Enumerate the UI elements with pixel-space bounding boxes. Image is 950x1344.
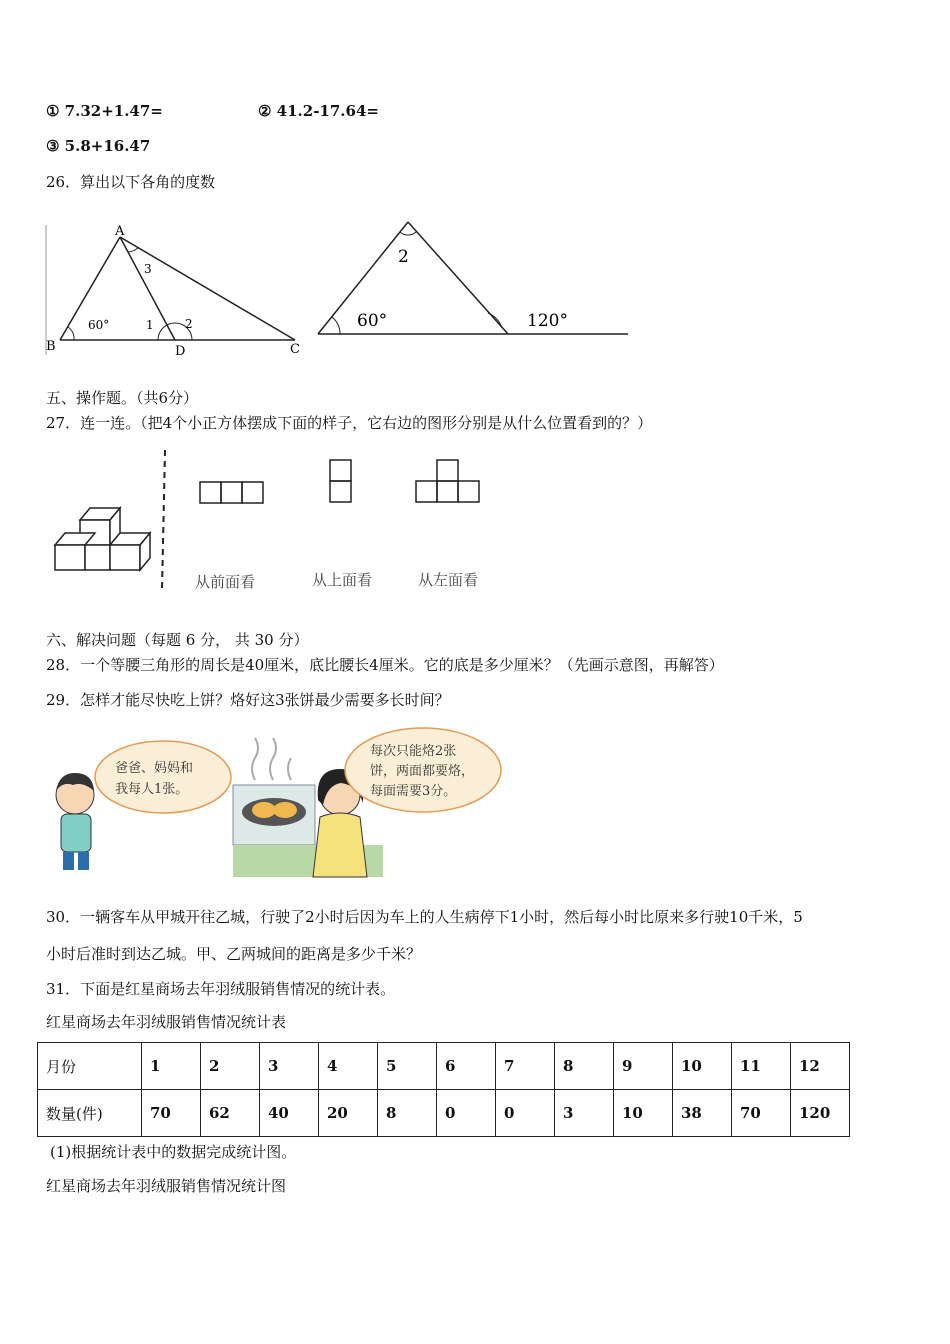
bubble-right-line2: 饼，两面都要烙，	[370, 764, 475, 779]
angle-2-label: 2	[185, 317, 193, 331]
bubble-left-line1: 爸爸、妈妈和	[115, 761, 194, 776]
quantity-cell: 40	[260, 1090, 319, 1137]
boy-figure	[56, 773, 94, 870]
sales-table	[37, 1042, 850, 1137]
section6-title: 六、解决问题（每题 6 分， 共 30 分）	[46, 631, 309, 649]
month-cell: 12	[791, 1043, 850, 1090]
table-row-quantities	[38, 1090, 850, 1137]
row-header-quantity: 数量(件)	[38, 1090, 142, 1137]
month-cell: 11	[732, 1043, 791, 1090]
angle-1-label: 1	[146, 318, 154, 332]
month-cell: 9	[614, 1043, 673, 1090]
view-label-left: 从左面看	[418, 571, 479, 589]
month-cell: 6	[437, 1043, 496, 1090]
angle-2-top-label: 2	[398, 247, 409, 267]
bubble-left-line2: 我每人1张。	[115, 782, 189, 797]
month-cell: 7	[496, 1043, 555, 1090]
sub-question-1: (1)根据统计表中的数据完成统计图。	[50, 1143, 297, 1161]
angle-60-label: 60°	[357, 311, 388, 331]
quantity-cell: 70	[142, 1090, 201, 1137]
quantity-cell: 62	[201, 1090, 260, 1137]
cube-views-figure	[50, 445, 500, 595]
quantity-cell: 20	[319, 1090, 378, 1137]
q25-item1: ① 7.32+1.47=	[46, 102, 163, 120]
q25-item3: ③ 5.8+16.47	[46, 137, 151, 155]
q29-text: 29．怎样才能尽快吃上饼？烙好这3张饼最少需要多长时间？	[46, 691, 450, 709]
q25-item2: ② 41.2-17.64=	[258, 102, 379, 120]
quantity-cell: 10	[614, 1090, 673, 1137]
q31-text: 31．下面是红星商场去年羽绒服销售情况的统计表。	[46, 980, 396, 998]
label-d: D	[175, 344, 186, 359]
q28-text: 28．一个等腰三角形的周长是40厘米，底比腰长4厘米。它的底是多少厘米？（先画示意图，再解答）	[46, 656, 724, 674]
table-title: 红星商场去年羽绒服销售情况统计表	[46, 1013, 287, 1031]
view-left-shape	[416, 460, 479, 502]
quantity-cell: 3	[555, 1090, 614, 1137]
q27-text: 27．连一连。（把4个小正方体摆成下面的样子，它右边的图形分别是从什么位置看到的？）	[46, 414, 653, 432]
month-cell: 10	[673, 1043, 732, 1090]
month-cell: 8	[555, 1043, 614, 1090]
month-cell: 4	[319, 1043, 378, 1090]
triangle-exterior-angle-figure	[310, 210, 640, 350]
view-top-shape	[330, 460, 351, 502]
q30-line1: 30．一辆客车从甲城开往乙城，行驶了2小时后因为车上的人生病停下1小时，然后每小时比原来多行驶10千米，5	[46, 908, 803, 926]
pancake-illustration	[45, 725, 515, 885]
angle-120-label: 120°	[527, 311, 568, 331]
label-a: A	[115, 224, 125, 239]
chart-title: 红星商场去年羽绒服销售情况统计图	[46, 1177, 287, 1195]
view-label-top: 从上面看	[312, 571, 373, 589]
label-c: C	[290, 342, 300, 357]
quantity-cell: 0	[437, 1090, 496, 1137]
triangle-abc-figure	[40, 215, 310, 365]
section5-title: 五、操作题。（共6分）	[46, 389, 199, 407]
quantity-cell: 120	[791, 1090, 850, 1137]
table-row-months	[38, 1043, 850, 1090]
month-cell: 1	[142, 1043, 201, 1090]
quantity-cell: 0	[496, 1090, 555, 1137]
month-cell: 3	[260, 1043, 319, 1090]
quantity-cell: 70	[732, 1090, 791, 1137]
label-b: B	[46, 339, 56, 354]
view-label-front: 从前面看	[195, 573, 256, 591]
angle-b-label: 60°	[88, 318, 110, 332]
view-front-shape	[200, 482, 263, 503]
quantity-cell: 38	[673, 1090, 732, 1137]
bubble-right-line3: 每面需要3分。	[370, 784, 457, 799]
q26-title: 26．算出以下各角的度数	[46, 173, 216, 191]
row-header-month: 月份	[38, 1043, 142, 1090]
cube-stack	[55, 508, 150, 570]
speech-bubble-left	[95, 741, 231, 813]
angle-3-label: 3	[144, 262, 152, 276]
q30-line2: 小时后准时到达乙城。甲、乙两城间的距离是多少千米？	[46, 945, 422, 963]
quantity-cell: 8	[378, 1090, 437, 1137]
bubble-right-line1: 每次只能烙2张	[370, 744, 457, 759]
month-cell: 5	[378, 1043, 437, 1090]
month-cell: 2	[201, 1043, 260, 1090]
